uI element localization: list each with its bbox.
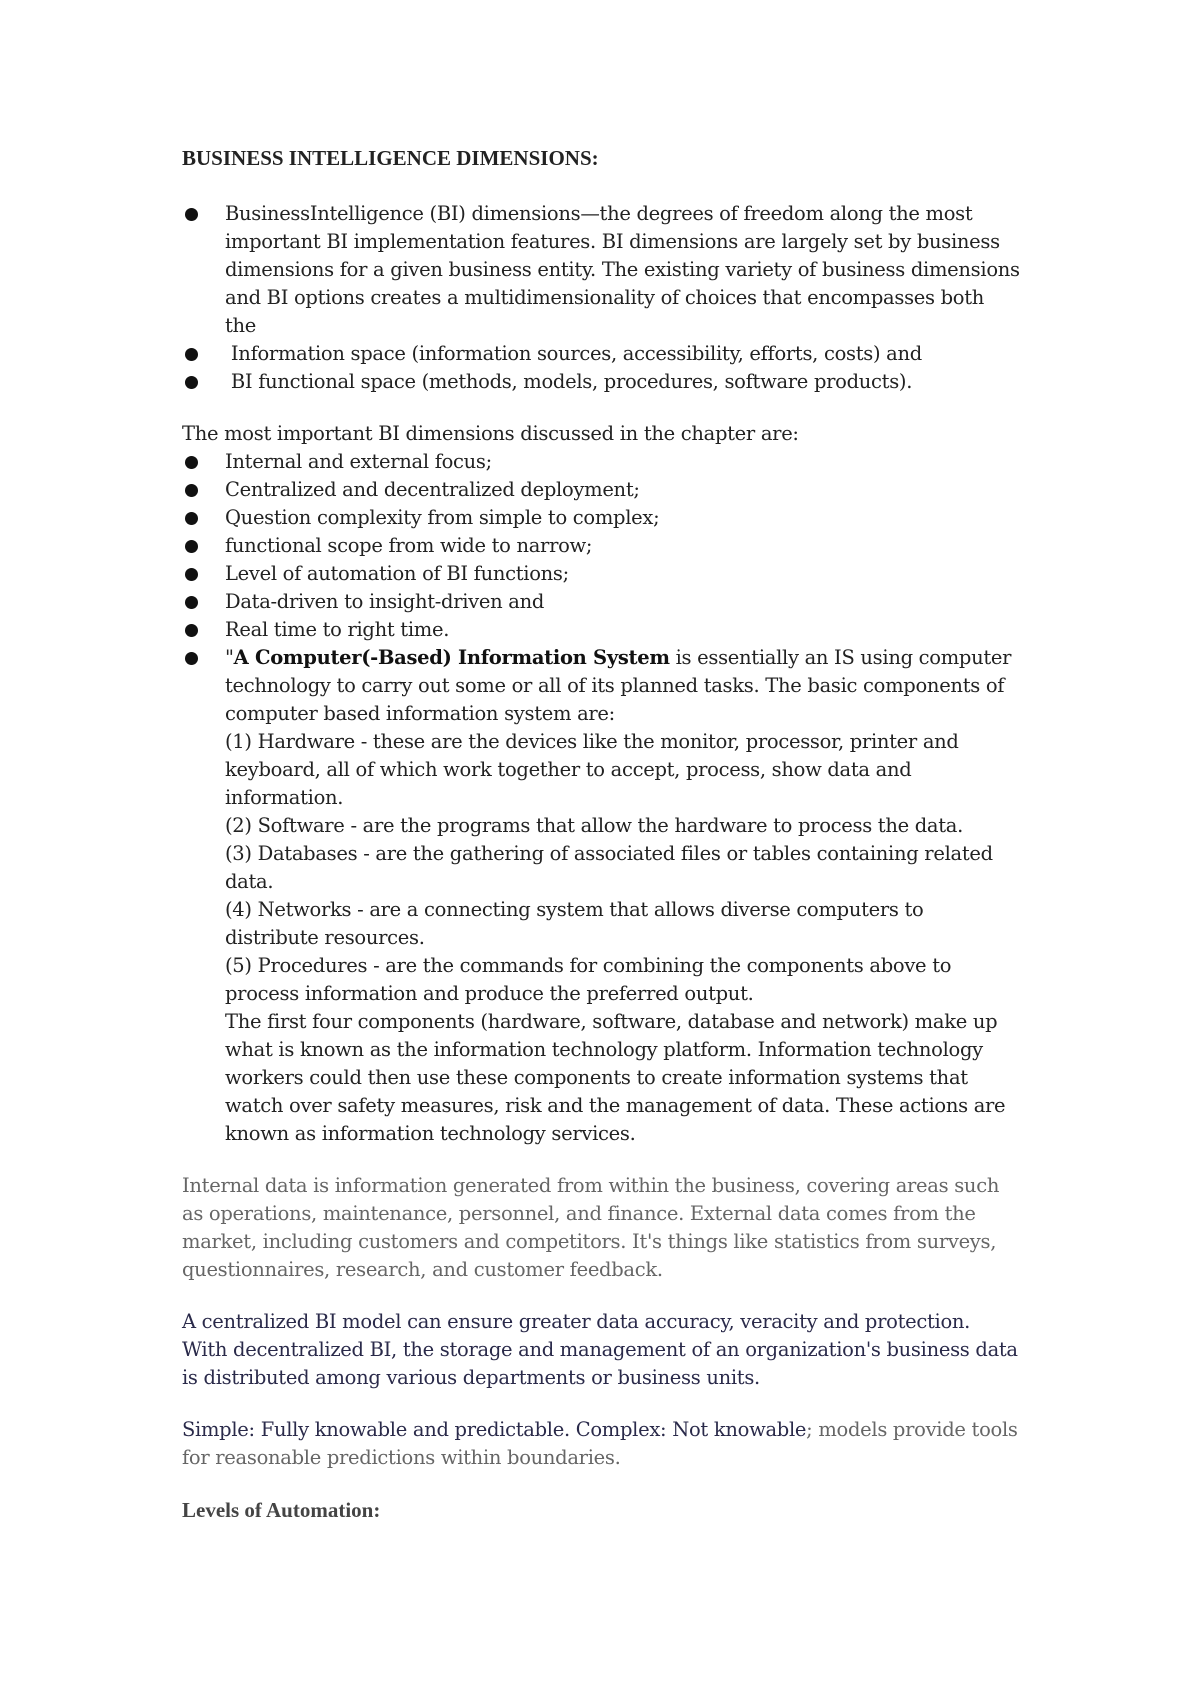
bullet-icon <box>185 376 198 389</box>
intro-bullet-text: BI functional space (methods, models, procedures, software products). <box>225 370 913 393</box>
spacer <box>182 1472 1020 1496</box>
spacer <box>182 172 1020 200</box>
dimensions-intro: The most important BI dimensions discussed in the chapter are: <box>182 422 799 445</box>
intro-bullet-text: Information space (information sources, accessibility, efforts, costs) and <box>225 342 922 365</box>
intro-bullet-item <box>182 340 1020 368</box>
dimension-text: Real time to right time. <box>225 618 450 641</box>
dimension-text: Centralized and decentralized deployment; <box>225 478 640 501</box>
bullet-icon <box>185 456 198 469</box>
dimension-text: functional scope from wide to narrow; <box>225 534 593 557</box>
intro-bullet-list <box>182 200 1020 396</box>
levels-heading: Levels of Automation: <box>182 1498 381 1522</box>
dimension-item <box>182 448 1020 476</box>
complexity-paragraph <box>182 1416 1020 1472</box>
document-title: BUSINESS INTELLIGENCE DIMENSIONS: <box>182 146 599 170</box>
bullet-icon <box>185 568 198 581</box>
intro-bullet-item <box>182 200 1020 340</box>
cbis-item <box>182 644 1020 1148</box>
intro-bullet-text: BusinessIntelligence (BI) dimensions—the degrees of freedom along the most important BI implementation features. BI dimensions are largely set by business dimensions for a given business entity. The existing variety of business dimensions and BI options creates a multidimensionality of choices that encompasses both the <box>225 202 1020 337</box>
intro-bullet-item <box>182 368 1020 396</box>
bullet-icon <box>185 512 198 525</box>
cbis-component: (3) Databases - are the gathering of associated files or tables containing related data. <box>225 842 993 893</box>
complexity-dark-text: Simple: Fully knowable and predictable. Complex: Not knowable <box>182 1418 807 1441</box>
dimension-item <box>182 476 1020 504</box>
bullet-icon <box>185 348 198 361</box>
spacer <box>182 396 1020 420</box>
dimension-text: Data-driven to insight-driven and <box>225 590 545 613</box>
bullet-icon <box>185 624 198 637</box>
dimension-item <box>182 560 1020 588</box>
spacer <box>182 1392 1020 1416</box>
dimension-item <box>182 532 1020 560</box>
cbis-definition: is essentially an IS using computer technology to carry out some or all of its planned tasks. The basic components of computer based information system are: <box>225 646 1018 725</box>
bullet-icon <box>185 652 198 665</box>
spacer <box>182 1148 1020 1172</box>
dimension-item <box>182 588 1020 616</box>
cbis-component: (4) Networks - are a connecting system that allows diverse computers to distribute resources. <box>225 898 924 949</box>
bullet-icon <box>185 596 198 609</box>
dimension-text: Internal and external focus; <box>225 450 492 473</box>
dimension-text: Question complexity from simple to complex; <box>225 506 660 529</box>
cbis-quote-mark: " <box>225 646 234 669</box>
dimension-item <box>182 504 1020 532</box>
complexity-gray-text: ; models provide tools for reasonable predictions within boundaries. <box>182 1418 1018 1469</box>
spacer <box>182 1284 1020 1308</box>
cbis-component: (5) Procedures - are the commands for combining the components above to process information and produce the preferred output. <box>225 954 952 1005</box>
cbis-closing: The first four components (hardware, software, database and network) make up what is known as the information technology platform. Information technology workers could then use these components to create information systems that watch over safety measures, risk and the management of data. These actions are known as information technology services. <box>225 1010 1006 1145</box>
dimensions-list <box>182 448 1020 1148</box>
bullet-icon <box>185 208 198 221</box>
cbis-component: (2) Software - are the programs that allow the hardware to process the data. <box>225 814 964 837</box>
centralized-paragraph: A centralized BI model can ensure greater data accuracy, veracity and protection. With decentralized BI, the storage and management of an organization's business data is distributed among various departments or business units. <box>182 1310 1018 1389</box>
dimension-text: Level of automation of BI functions; <box>225 562 569 585</box>
bullet-icon <box>185 540 198 553</box>
cbis-term: A Computer(-Based) Information System <box>233 646 670 669</box>
cbis-component: (1) Hardware - these are the devices like the monitor, processor, printer and keyboard, all of which work together to accept, process, show data and information. <box>225 730 959 809</box>
bullet-icon <box>185 484 198 497</box>
dimension-item <box>182 616 1020 644</box>
internal-external-paragraph: Internal data is information generated from within the business, covering areas such as operations, maintenance, personnel, and finance. External data comes from the market, including customers and competitors. It's things like statistics from surveys, questionnaires, research, and customer feedback. <box>182 1174 1000 1281</box>
